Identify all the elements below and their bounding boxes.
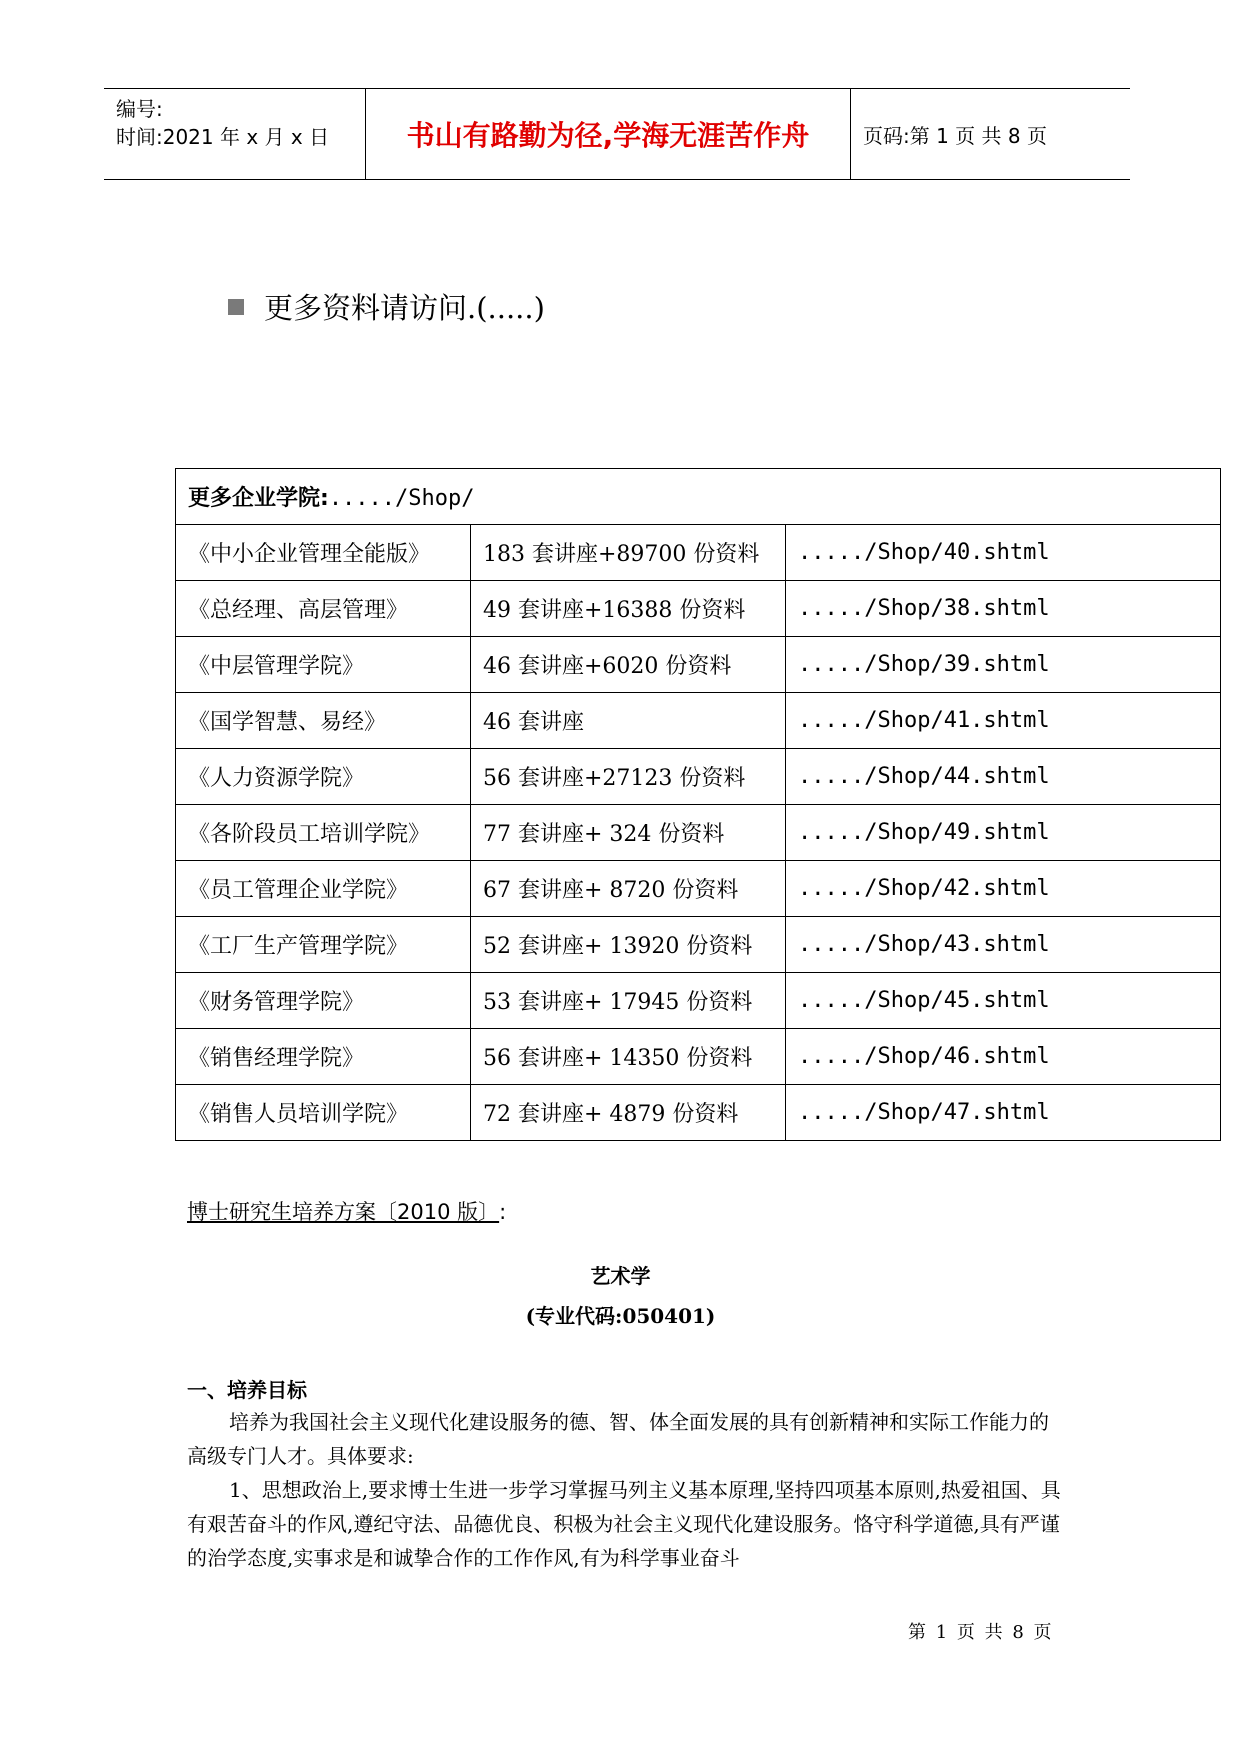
- page-footer: 第 1 页 共 8 页: [908, 1622, 1054, 1643]
- table-row: [176, 581, 1221, 637]
- academy-content-cell: 53 套讲座+ 17945 份资料: [471, 973, 786, 1029]
- subject-code: (专业代码:050401): [525, 1304, 716, 1328]
- academy-link-cell[interactable]: ...../Shop/43.shtml: [786, 917, 1221, 973]
- academy-link-cell[interactable]: ...../Shop/49.shtml: [786, 805, 1221, 861]
- page-header: [104, 88, 1130, 180]
- table-row: [176, 693, 1221, 749]
- shop-table-title-row: [176, 469, 1221, 525]
- academy-name-cell: 《销售人员培训学院》: [176, 1085, 471, 1141]
- paragraph-1: 培养为我国社会主义现代化建设服务的德、智、体全面发展的具有创新精神和实际工作能力的高级专门人才。具体要求:: [187, 1410, 1049, 1468]
- table-row: [176, 1029, 1221, 1085]
- number-label: 编号:: [116, 97, 163, 121]
- academy-content-cell: 72 套讲座+ 4879 份资料: [471, 1085, 786, 1141]
- shop-title-prefix: 更多企业学院:: [188, 486, 329, 511]
- table-row: [176, 1085, 1221, 1141]
- academy-name-cell: 《销售经理学院》: [176, 1029, 471, 1085]
- academy-name-cell: 《人力资源学院》: [176, 749, 471, 805]
- shop-table-title: [176, 469, 1221, 525]
- academy-name-cell: 《中小企业管理全能版》: [176, 525, 471, 581]
- academy-name-cell: 《工厂生产管理学院》: [176, 917, 471, 973]
- subject-heading: 艺术学: [590, 1264, 651, 1288]
- table-row: [176, 749, 1221, 805]
- table-row: [176, 805, 1221, 861]
- academy-link-cell[interactable]: ...../Shop/45.shtml: [786, 973, 1221, 1029]
- academy-content-cell: 77 套讲座+ 324 份资料: [471, 805, 786, 861]
- academy-link-cell[interactable]: ...../Shop/38.shtml: [786, 581, 1221, 637]
- table-row: [176, 637, 1221, 693]
- header-motto: 书山有路勤为径,学海无涯苦作舟: [365, 89, 851, 179]
- academy-content-cell: 56 套讲座+ 14350 份资料: [471, 1029, 786, 1085]
- academy-link-cell[interactable]: ...../Shop/47.shtml: [786, 1085, 1221, 1141]
- academy-link-cell[interactable]: ...../Shop/40.shtml: [786, 525, 1221, 581]
- academy-name-cell: 《财务管理学院》: [176, 973, 471, 1029]
- academy-content-cell: 52 套讲座+ 13920 份资料: [471, 917, 786, 973]
- time-label: 时间:2021 年 x 月 x 日: [116, 125, 330, 149]
- body-text: [187, 1405, 1067, 1575]
- academy-name-cell: 《总经理、高层管理》: [176, 581, 471, 637]
- academy-link-cell[interactable]: ...../Shop/39.shtml: [786, 637, 1221, 693]
- academy-content-cell: 49 套讲座+16388 份资料: [471, 581, 786, 637]
- academy-link-cell[interactable]: ...../Shop/44.shtml: [786, 749, 1221, 805]
- academy-name-cell: 《各阶段员工培训学院》: [176, 805, 471, 861]
- more-resources-link[interactable]: [228, 286, 545, 327]
- section-heading: 一、培养目标: [187, 1378, 307, 1402]
- header-meta: [104, 89, 365, 179]
- academy-content-cell: 46 套讲座+6020 份资料: [471, 637, 786, 693]
- academy-name-cell: 《员工管理企业学院》: [176, 861, 471, 917]
- academy-name-cell: 《国学智慧、易经》: [176, 693, 471, 749]
- shop-table: [175, 468, 1221, 1141]
- academy-content-cell: 46 套讲座: [471, 693, 786, 749]
- shop-title-url[interactable]: ...../Shop/: [328, 486, 475, 511]
- more-resources-text: 更多资料请访问.(.....): [264, 291, 545, 325]
- academy-content-cell: 67 套讲座+ 8720 份资料: [471, 861, 786, 917]
- document-title-suffix: :: [499, 1200, 507, 1224]
- header-page-info: 页码:第 1 页 共 8 页: [863, 123, 1047, 148]
- academy-content-cell: 183 套讲座+89700 份资料: [471, 525, 786, 581]
- paragraph-2: 1、思想政治上,要求博士生进一步学习掌握马列主义基本原理,坚持四项基本原则,热爱祖国、具有艰苦奋斗的作风,遵纪守法、品德优良、积极为社会主义现代化建设服务。恪守科学道德,具有严谨的治学态度,实事求是和诚挚合作的工作作风,有为科学事业奋斗: [187, 1478, 1061, 1570]
- square-bullet-icon: [228, 299, 244, 315]
- academy-name-cell: 《中层管理学院》: [176, 637, 471, 693]
- document-title-text: 博士研究生培养方案〔2010 版〕: [187, 1200, 500, 1224]
- academy-link-cell[interactable]: ...../Shop/41.shtml: [786, 693, 1221, 749]
- table-row: [176, 917, 1221, 973]
- table-row: [176, 973, 1221, 1029]
- academy-content-cell: 56 套讲座+27123 份资料: [471, 749, 786, 805]
- table-row: [176, 861, 1221, 917]
- academy-link-cell[interactable]: ...../Shop/42.shtml: [786, 861, 1221, 917]
- document-title: [187, 1196, 506, 1226]
- academy-link-cell[interactable]: ...../Shop/46.shtml: [786, 1029, 1221, 1085]
- table-row: [176, 525, 1221, 581]
